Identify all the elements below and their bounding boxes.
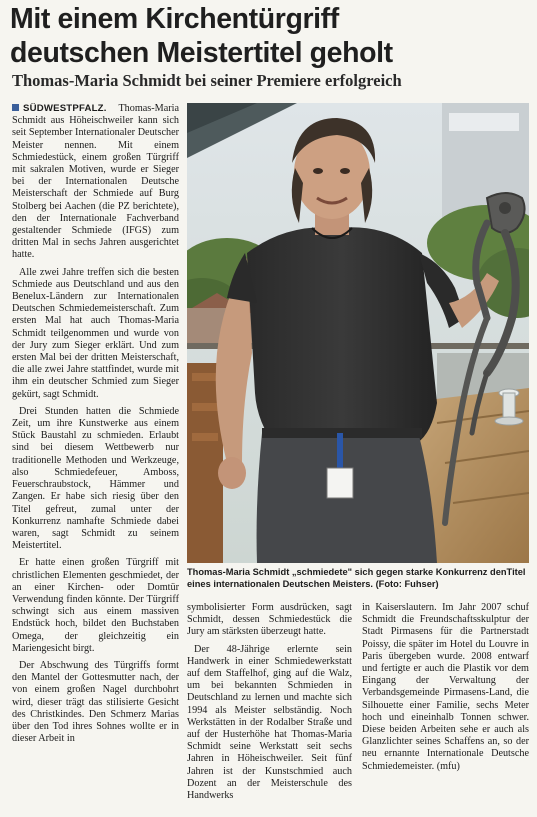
article-photo (187, 103, 529, 563)
section-marker-icon (12, 104, 19, 111)
body-paragraph: in Kaiserslautern. Im Jahr 2007 schuf Schmidt die Freundschaftsskulptur der Stadt Pirmasens für die Partnerstadt Poissy, die später im Hotel du Louvre in Paris übergeben wurde. 2008 entwarf und fertigte er auch die Plastik vor dem Eingang der Verwaltung der Verbandsgemeinde Pirmasens-Land, die Silhouette einer Familie, sechs Meter hoch und eineinhalb Tonnen schwer. Diese beiden Arbeiten sehe er auch als Glanzlichter seines Schaffens an, so der neu ernannte Internationale Deutsche Schmiedemeister. (mfu) (362, 602, 529, 772)
subheadline: Thomas-Maria Schmidt bei seiner Premiere erfolgreich (12, 71, 402, 90)
body-paragraph: Der Abschwung des Türgriffs formt den Mantel der Gottesmutter nach, der von einem großen Nagel durchbohrt wird, dieser trägt das stilisierte Gesicht des Christkindes. Den Schmerz Marias über den Tod ihres Sohnes wollte er in dieser Arbeit in (12, 659, 179, 745)
body-paragraph: symbolisierter Form ausdrücken, sagt Schmidt, dessen Schmiedestück die Jury am stärksten überzeugt hatte. (187, 602, 352, 638)
text-column-1 (12, 103, 179, 750)
photo-caption: Thomas-Maria Schmidt „schmiedete" sich gegen starke Konkurrenz denTitel eines internationalen Deutschen Meisters. (Foto: Fuhser) (187, 567, 526, 589)
photo-blacksmith-with-door-handle (187, 103, 529, 563)
lead-paragraph (12, 103, 179, 262)
lead-text: Thomas-Maria Schmidt aus Höheischweiler kann sich seit September Internationaler Deutscher Meister nennen. Mit einem Schmiedestück, einem großen Türgriff mit sakralen Motiven, wurde er Sieger bei der Internationalen Deutsche Meisterschaft der Schmiede auf Burg Stolberg bei Aachen (die PZ berichtete), den der Internationale Fachverband gestaltender Schmiede (IFGS) zum dritten Mal in sechs Jahren ausgerichtet hatte. (12, 103, 179, 261)
text-column-2 (187, 602, 352, 807)
body-paragraph: Der 48-Jährige erlernte sein Handwerk in einer Schmiedewerkstatt auf dem Staffelhof, ging auf die Walz, um bei bekannten Schmieden in Deutschland zu lernen und machte sich 1994 als Meister selbständig. Noch Werkstätten in der Rodalber Straße und auf der Husterhöhe hat Thomas-Maria Schmidt seine Werkstatt seit sechs Jahren in Höheischweiler. Seit fünf Jahren ist der Kunstschmied auch Dozent an der Meisterschule des Handwerks (187, 643, 352, 802)
headline (10, 2, 530, 70)
headline-line-1: Mit einem Kirchentürgriff (10, 3, 339, 35)
body-paragraph: Er hatte einen großen Türgriff mit christlichen Elementen geschmiedet, der an einer Kirchen- oder Domtür Verwendung finden könnte. Der Türgriff schwingt sich aus einem massiven Endstück hoch, bildet den Buchstaben Omega, der gleichzeitig ein Mariengesicht birgt. (12, 557, 179, 654)
dateline: SÜDWESTPFALZ. (23, 103, 107, 114)
text-column-3 (362, 602, 529, 778)
body-paragraph: Alle zwei Jahre treffen sich die besten Schmiede aus Deutschland und aus den Benelux-Ländern zur Internationalen Deutschen Schmiedemeisterschaft. Zum ersten Mal hat auch Thomas-Maria Schmidt teilgenommen und wurde von der Jury zum Sieger erklärt. Und zum ersten Mal bei der dritten Meisterschaft, die alle zwei Jahre stattfindet, wurde mit ihm ein deutscher Schmied zum Sieger gekürt, sagt Schmidt. (12, 266, 179, 400)
headline-line-2: deutschen Meistertitel geholt (10, 37, 393, 69)
body-paragraph: Drei Stunden hatten die Schmiede Zeit, um ihre Kunstwerke aus einem Stück Baustahl zu schmieden. Erlaubt sind bei diesem Wettbewerb nur traditionelle Methoden und Werkzeuge, also Schmiedefeuer, Amboss, Feuerschraubstock, Hämmer und Zangen. Er habe sich riesig über den Titel gefreut, zumal unter der Konkurrenz namhafte Schmiede dabei waren, sagt Schmidt zu seinem Meistertitel. (12, 405, 179, 552)
